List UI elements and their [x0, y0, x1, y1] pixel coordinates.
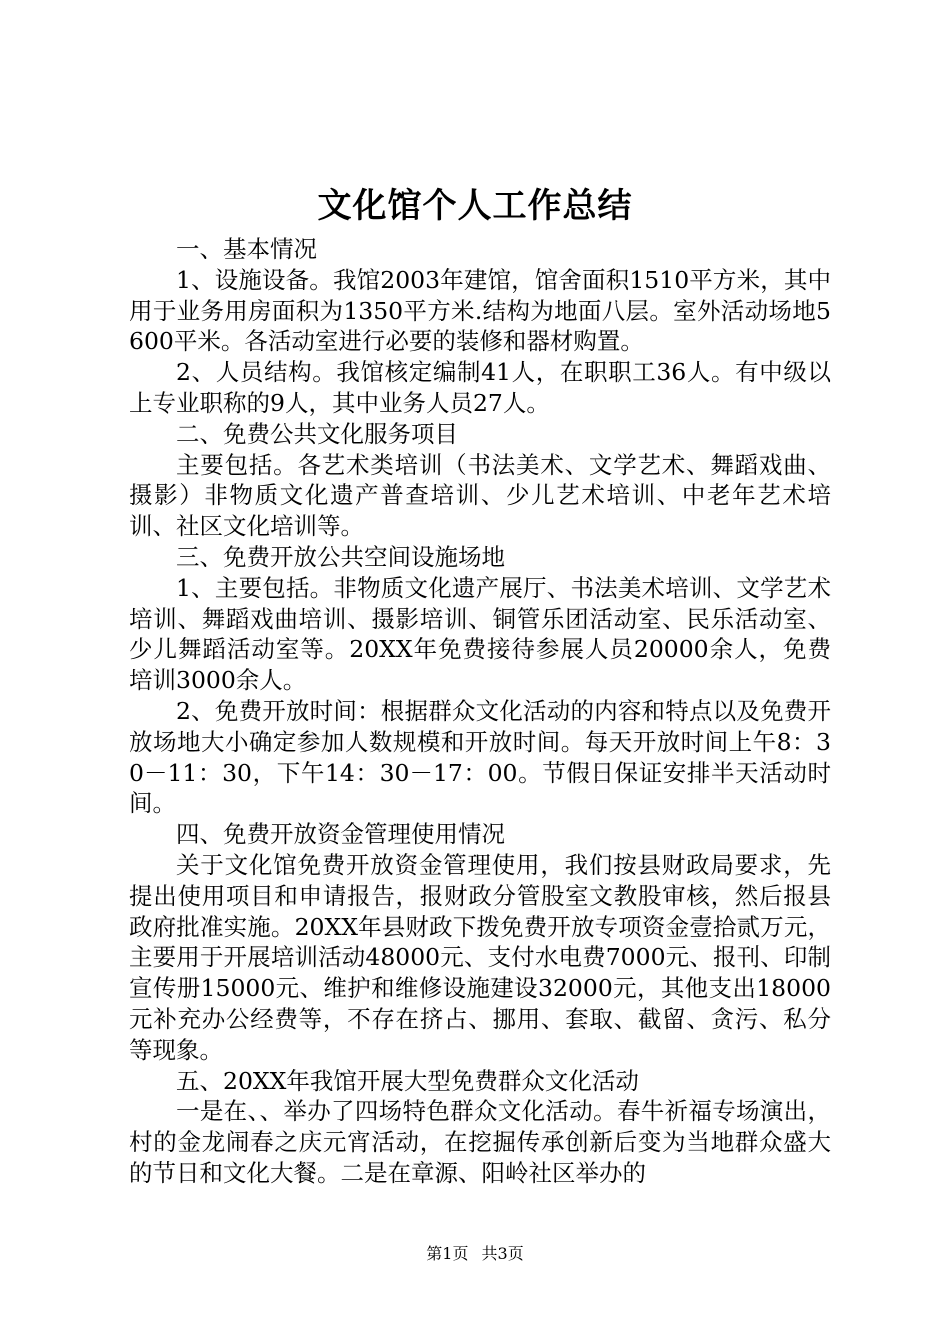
- page-number: 第1页: [426, 1244, 469, 1263]
- document-body: [129, 234, 831, 1189]
- section-heading-basic: 一、基本情况: [176, 235, 317, 263]
- paragraph-opening-hours: 2、免费开放时间：根据群众文化活动的内容和特点以及免费开放场地大小确定参加人数规模和开放时间。每天开放时间上午8：30－11：30，下午14：30－17：00。节假日保证安排半天活动时间。: [129, 696, 831, 818]
- paragraph-facilities: 1、设施设备。我馆2003年建馆，馆舍面积1510平方米，其中用于业务用房面积为1350平方米.结构为地面八层。室外活动场地5600平米。各活动室进行必要的装修和器材购置。: [129, 265, 831, 356]
- paragraph-activities: 一是在、、举办了四场特色群众文化活动。春牛祈福专场演出，村的金龙闹春之庆元宵活动，在挖掘传承创新后变为当地群众盛大的节日和文化大餐。二是在章源、阳岭社区举办的: [129, 1097, 831, 1187]
- document-title: 文化馆个人工作总结: [317, 186, 633, 226]
- section-heading-services: 二、免费公共文化服务项目: [176, 419, 458, 448]
- paragraph-services: 主要包括。各艺术类培训（书法美术、文学艺术、舞蹈戏曲、摄影）非物质文化遗产普查培训、少儿艺术培训、中老年艺术培训、社区文化培训等。: [129, 450, 831, 541]
- section-heading-activities: 五、20XX年我馆开展大型免费群众文化活动: [176, 1066, 639, 1095]
- paragraph-funds: 关于文化馆免费开放资金管理使用，我们按县财政局要求，先提出使用项目和申请报告，报财政分管股室文教股审核，然后报县政府批准实施。20XX年县财政下拨免费开放专项资金壹拾贰万元，主要用于开展培训活动48000元、支付水电费7000元、报刊、印制宣传册15000元、维护和维修设施建设32000元，其他支出18000元补充办公经费等，不存在挤占、挪用、套取、截留、贪污、私分等现象。: [129, 850, 831, 1064]
- section-heading-spaces: 三、免费开放公共空间设施场地: [176, 542, 505, 571]
- section-heading-funds: 四、免费开放资金管理使用情况: [176, 820, 505, 849]
- paragraph-staff: 2、人员结构。我馆核定编制41人，在职职工36人。有中级以上专业职称的9人，其中业务人员27人。: [129, 358, 831, 417]
- page-total: 共3页: [481, 1244, 524, 1263]
- page-footer: [0, 1243, 950, 1265]
- paragraph-spaces: 1、主要包括。非物质文化遗产展厅、书法美术培训、文学艺术培训、舞蹈戏曲培训、摄影培训、铜管乐团活动室、民乐活动室、少儿舞蹈活动室等。20XX年免费接待参展人员20000余人，免费培训3000余人。: [129, 573, 831, 695]
